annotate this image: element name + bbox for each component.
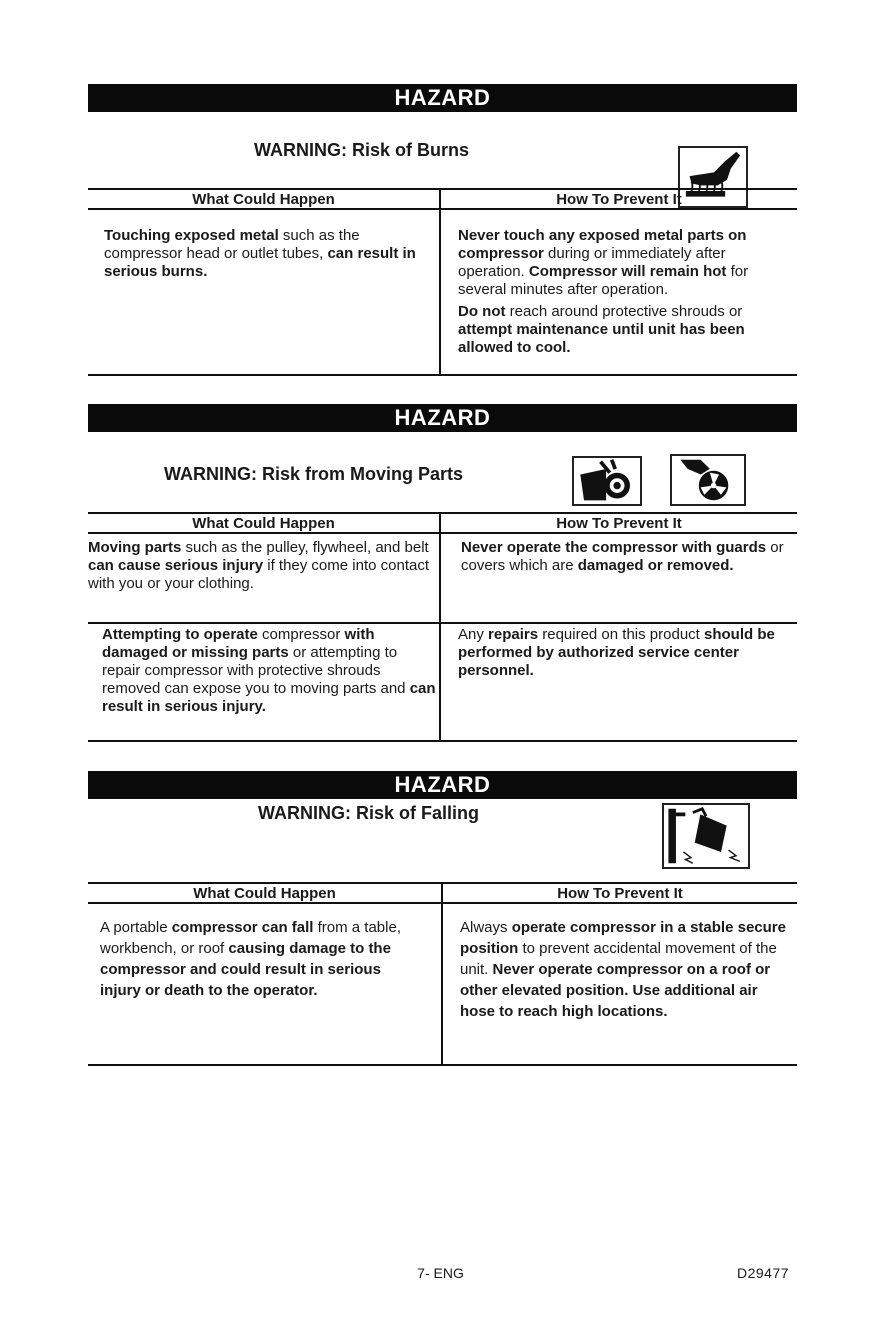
table-row	[88, 210, 797, 374]
happen-text	[102, 626, 436, 716]
hazard-banner: HAZARD	[88, 404, 797, 432]
text-segment: reach around protective shrouds or	[505, 303, 743, 320]
bold-text-segment: causing damage to the compressor and could result in serious injury or death to the operator.	[100, 940, 391, 999]
happen-text	[100, 917, 420, 1001]
text-segment: compressor	[257, 626, 345, 643]
bold-text-segment: attempt maintenance until unit has been allowed to cool.	[458, 321, 745, 356]
text-segment: such as the pulley, flywheel, and belt	[181, 539, 429, 556]
bold-text-segment: Never operate compressor on a roof or other elevated position. Use additional air hose to reach high locations.	[460, 961, 771, 1020]
hazard-banner: HAZARD	[88, 84, 797, 112]
header-how-to-prevent: How To Prevent It	[557, 885, 683, 902]
text-segment: or attempting to repair compressor with protective shrouds removed can expose you to moving parts and	[102, 644, 410, 697]
bold-text-segment: Attempting to operate	[102, 626, 258, 643]
warning-title: WARNING: Risk from Moving Parts	[164, 464, 464, 484]
warning-row	[88, 432, 797, 512]
bold-text-segment: operate compressor in a stable secure position	[460, 919, 786, 957]
text-segment: or covers which are	[461, 539, 784, 574]
header-what-could-happen: What Could Happen	[193, 885, 336, 902]
prevent-text	[461, 539, 795, 575]
bold-text-segment: can result in serious burns.	[104, 245, 416, 280]
bold-text-segment: Never operate the compressor with guards	[461, 539, 767, 556]
bold-text-segment: repairs	[488, 626, 539, 643]
table-row	[88, 904, 797, 1064]
header-how-to-prevent: How To Prevent It	[556, 515, 682, 532]
text-segment: from a table, workbench, or roof	[100, 919, 401, 957]
bold-text-segment: compressor can fall	[171, 919, 314, 936]
warning-title: WARNING: Risk of Burns	[254, 140, 470, 160]
table-header	[88, 514, 797, 534]
table-row	[88, 534, 797, 622]
hazard-table	[88, 188, 797, 376]
hazard-banner: HAZARD	[88, 771, 797, 799]
text-segment: Any	[458, 626, 489, 643]
bold-text-segment: Touching exposed metal	[104, 227, 279, 244]
hazard-table	[88, 512, 797, 742]
header-what-could-happen: What Could Happen	[192, 191, 335, 208]
document-code: D29477	[737, 1265, 790, 1281]
text-segment: such as the compressor head or outlet tubes,	[104, 227, 360, 262]
header-what-could-happen: What Could Happen	[192, 515, 335, 532]
hazard-falling-section	[88, 771, 797, 1066]
text-segment: if they come into contact with you or your clothing.	[88, 557, 429, 592]
warning-title: WARNING: Risk of Falling	[258, 803, 480, 823]
prevent-text	[460, 917, 796, 1022]
belt-guard-hand-icon	[572, 456, 642, 506]
hazard-table	[88, 882, 797, 1066]
text-segment: for several minutes after operation.	[458, 263, 749, 298]
text-segment: Always	[460, 919, 512, 936]
bold-text-segment: Do not	[458, 303, 506, 320]
prevent-text	[458, 626, 778, 680]
falling-compressor-icon	[662, 803, 750, 869]
bold-text-segment: should be performed by authorized service center personnel.	[458, 626, 775, 679]
warning-row	[88, 112, 797, 188]
bold-text-segment: Moving parts	[88, 539, 182, 556]
bold-text-segment: damaged or removed.	[577, 557, 734, 574]
header-how-to-prevent: How To Prevent It	[556, 191, 682, 208]
bold-text-segment: Never touch any exposed metal parts on compressor	[458, 227, 747, 262]
table-header	[88, 884, 797, 904]
warning-row	[88, 799, 797, 874]
hazard-moving-parts-section	[88, 404, 797, 742]
table-header	[88, 190, 797, 210]
table-row	[88, 622, 797, 740]
hazard-burns-section	[88, 84, 797, 376]
text-segment: A portable	[100, 919, 172, 936]
text-segment: during or immediately after operation.	[458, 245, 726, 280]
page-number: 7- ENG	[417, 1265, 464, 1281]
text-segment: to prevent accidental movement of the unit.	[460, 940, 777, 978]
prevent-text	[458, 227, 794, 357]
bold-text-segment: Compressor will remain hot	[528, 263, 727, 280]
happen-text	[104, 227, 424, 281]
bold-text-segment: can result in serious injury.	[102, 680, 436, 715]
bold-text-segment: can cause serious injury	[88, 557, 264, 574]
text-segment: required on this product	[538, 626, 704, 643]
happen-text	[88, 539, 434, 593]
fan-hand-icon	[670, 454, 746, 506]
bold-text-segment: with damaged or missing parts	[102, 626, 375, 661]
